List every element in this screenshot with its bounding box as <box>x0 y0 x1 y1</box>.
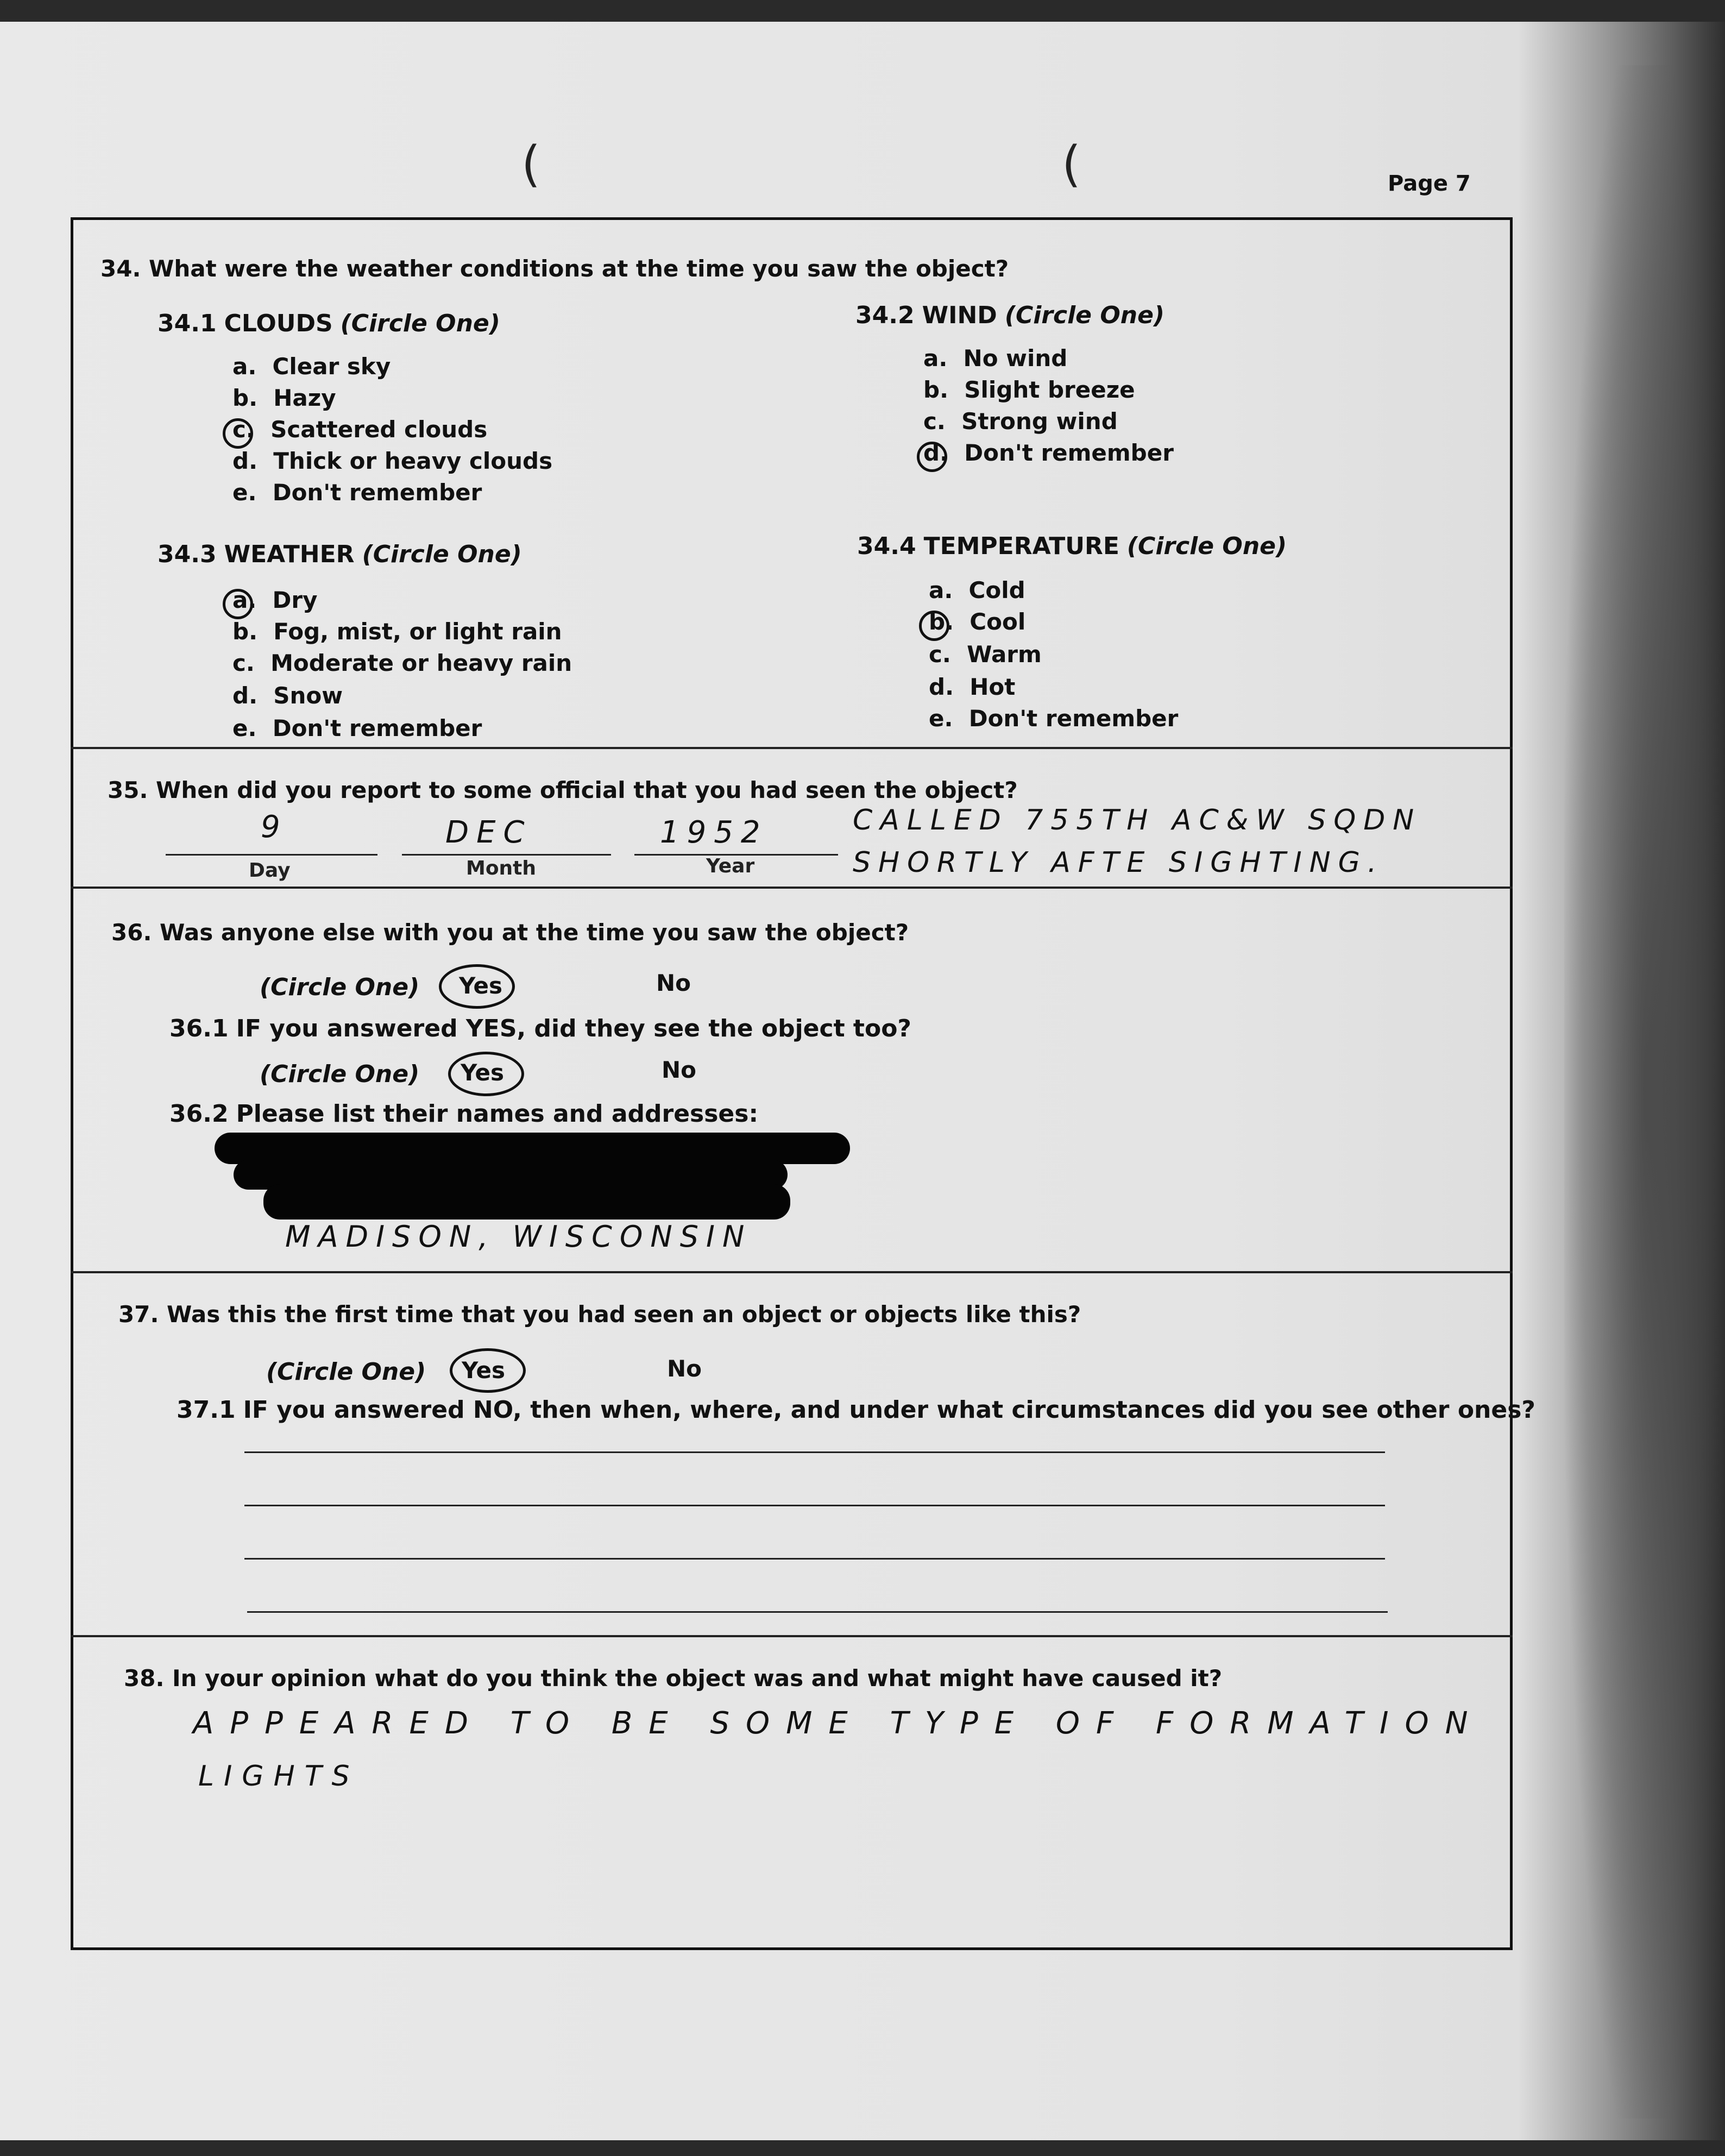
selection-circle-q36-1-yes <box>448 1052 524 1096</box>
temperature-option-b[interactable]: b. Cool <box>929 608 1026 635</box>
q36-2-heading <box>169 1100 758 1128</box>
q36-1-number: 36.1 <box>169 1015 229 1042</box>
divider-34-35 <box>71 747 1513 749</box>
q34-3-label: WEATHER <box>224 540 355 568</box>
binder-hole-mark-right: ( <box>1062 136 1081 193</box>
q35-day-line <box>166 854 377 856</box>
q34-4-number: 34.4 <box>857 532 916 560</box>
q36-1-question: IF you answered YES, did they see the object too? <box>236 1015 911 1042</box>
q35-month-line <box>402 854 611 856</box>
selection-circle-temperature <box>919 611 949 641</box>
divider-35-36 <box>71 887 1513 889</box>
q34-1-number: 34.1 <box>158 310 217 337</box>
binder-hole-mark-left: ( <box>521 136 541 193</box>
q37-1-answer-line[interactable] <box>247 1611 1388 1613</box>
temperature-option-e[interactable]: e. Don't remember <box>929 705 1179 732</box>
weather-option-e[interactable]: e. Don't remember <box>232 715 482 741</box>
q37-1-answer-line[interactable] <box>244 1558 1385 1560</box>
wind-option-d[interactable]: d. Don't remember <box>923 439 1174 466</box>
weather-option-a[interactable]: a. Dry <box>232 587 318 613</box>
q34-4-instruction: (Circle One) <box>1126 532 1287 560</box>
q34-2-heading <box>855 301 1164 329</box>
clouds-option-d[interactable]: d. Thick or heavy clouds <box>232 448 553 474</box>
wind-option-c[interactable]: c. Strong wind <box>923 408 1118 435</box>
weather-option-b[interactable]: b. Fog, mist, or light rain <box>232 618 562 645</box>
selection-circle-q36-yes <box>439 964 515 1009</box>
page-number: Page 7 <box>1388 171 1471 196</box>
q37-1-question: IF you answered NO, then when, where, and under what circumstances did you see other ones? <box>243 1396 1535 1424</box>
q36-1-instruction: (Circle One) <box>260 1060 420 1088</box>
q36-2-address[interactable]: MADISON, WISCONSIN <box>285 1220 752 1254</box>
clouds-option-a[interactable]: a. Clear sky <box>232 353 391 380</box>
q36-no-option[interactable]: No <box>656 970 691 996</box>
q34-1-instruction: (Circle One) <box>340 310 500 337</box>
scan-top-border <box>0 0 1725 22</box>
q36-instruction: (Circle One) <box>260 973 420 1001</box>
q37-1-answer-line[interactable] <box>244 1505 1385 1506</box>
divider-36-37 <box>71 1271 1513 1273</box>
selection-circle-clouds <box>223 418 253 449</box>
q34-2-instruction: (Circle One) <box>1004 301 1165 329</box>
q36-2-question: Please list their names and addresses: <box>236 1100 759 1128</box>
q34-3-number: 34.3 <box>158 540 217 568</box>
clouds-option-b[interactable]: b. Hazy <box>232 385 336 411</box>
q37-no-option[interactable]: No <box>667 1355 702 1382</box>
clouds-option-c[interactable]: c. Scattered clouds <box>232 416 488 443</box>
q36-question: 36. Was anyone else with you at the time you saw the object? <box>111 919 909 946</box>
q34-1-heading <box>158 310 500 337</box>
q34-question: 34. What were the weather conditions at the time you saw the object? <box>100 255 1009 282</box>
q34-2-label: WIND <box>922 301 997 329</box>
selection-circle-q37-yes <box>450 1348 526 1393</box>
q35-year-label: Year <box>706 855 755 877</box>
q37-1-answer-line[interactable] <box>244 1451 1385 1453</box>
q35-remark-line1[interactable]: CALLED 755TH AC&W SQDN <box>853 804 1422 837</box>
scan-shadow-edge <box>1564 65 1725 2119</box>
q36-1-no-option[interactable]: No <box>662 1057 697 1083</box>
q34-4-label: TEMPERATURE <box>923 532 1119 560</box>
temperature-option-d[interactable]: d. Hot <box>929 674 1016 700</box>
q34-2-number: 34.2 <box>855 301 915 329</box>
wind-option-a[interactable]: a. No wind <box>923 345 1068 372</box>
q37-1-heading <box>177 1396 1535 1424</box>
q37-yes-option[interactable]: Yes <box>462 1357 506 1384</box>
q36-yes-option[interactable]: Yes <box>459 972 503 999</box>
q35-month-value[interactable]: DEC <box>445 815 532 850</box>
q36-1-yes-option[interactable]: Yes <box>461 1059 505 1086</box>
q35-year-value[interactable]: 1952 <box>660 815 768 850</box>
wind-option-b[interactable]: b. Slight breeze <box>923 376 1135 403</box>
selection-circle-weather <box>223 589 253 619</box>
q34-4-heading <box>857 532 1287 560</box>
q34-1-label: CLOUDS <box>224 310 333 337</box>
temperature-option-a[interactable]: a. Cold <box>929 577 1025 604</box>
temperature-option-c[interactable]: c. Warm <box>929 641 1042 668</box>
divider-37-38 <box>71 1635 1513 1637</box>
redaction-bar <box>263 1184 790 1220</box>
q36-1-heading <box>169 1015 911 1042</box>
q36-2-number: 36.2 <box>169 1100 229 1128</box>
q35-question: 35. When did you report to some official that you had seen the object? <box>108 777 1018 803</box>
q37-instruction: (Circle One) <box>266 1358 426 1386</box>
q37-question: 37. Was this the first time that you had seen an object or objects like this? <box>118 1301 1081 1328</box>
weather-option-d[interactable]: d. Snow <box>232 682 343 709</box>
selection-circle-wind <box>917 442 947 472</box>
q38-answer-line1[interactable]: APPEARED TO BE SOME TYPE OF FORMATION <box>193 1706 1484 1741</box>
q37-1-number: 37.1 <box>177 1396 236 1424</box>
q35-remark-line2[interactable]: SHORTLY AFTE SIGHTING. <box>853 846 1384 879</box>
q38-answer-line2[interactable]: LIGHTS <box>198 1760 360 1793</box>
q38-question: 38. In your opinion what do you think the object was and what might have caused it? <box>124 1665 1223 1692</box>
q35-day-value[interactable]: 9 <box>261 809 288 845</box>
q34-3-instruction: (Circle One) <box>362 540 522 568</box>
weather-option-c[interactable]: c. Moderate or heavy rain <box>232 650 572 676</box>
q35-day-label: Day <box>249 859 291 882</box>
q35-month-label: Month <box>466 857 537 879</box>
q34-3-heading <box>158 540 522 568</box>
clouds-option-e[interactable]: e. Don't remember <box>232 479 482 506</box>
scan-bottom-border <box>0 2140 1725 2156</box>
